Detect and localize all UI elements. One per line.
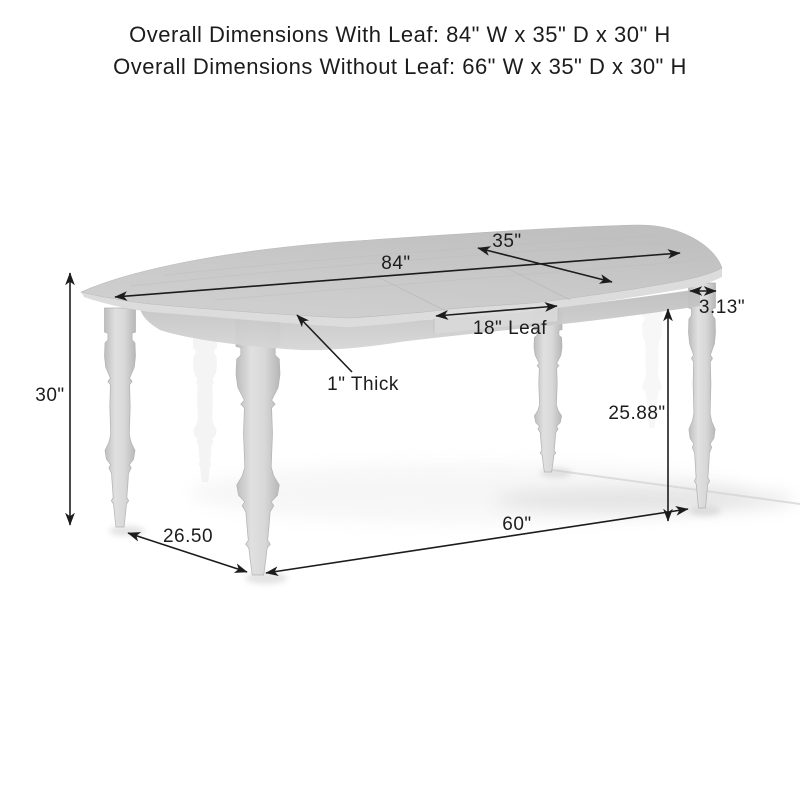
floor-shadow-right <box>495 487 795 513</box>
dim-overall-height-label: 30" <box>35 385 65 406</box>
dim-depth-label: 35" <box>492 231 522 252</box>
leg-shadow <box>245 572 287 584</box>
table-leg-back-left <box>105 308 136 527</box>
dim-overall-height <box>35 273 70 525</box>
title-line-2: Overall Dimensions Without Leaf: 66" W x 35" D x 30" H <box>113 54 687 79</box>
dim-leg-span-length-label: 60" <box>502 514 532 535</box>
leg-shadow <box>109 526 145 536</box>
dim-top-thickness-label: 1" Thick <box>327 374 399 395</box>
title-line-1: Overall Dimensions With Leaf: 84" W x 35" D x 30" H <box>129 22 671 47</box>
table-leg-front-left <box>236 318 280 575</box>
dim-leg-top-width-label: 3.13" <box>698 297 746 318</box>
dim-leg-span-depth-label: 26.50 <box>162 526 214 547</box>
dim-leg-span-depth <box>128 526 247 572</box>
dim-leaf-label: 18" Leaf <box>472 318 548 339</box>
table-leg-far-left <box>193 332 217 482</box>
dim-floor-to-apron-label: 25.88" <box>608 403 666 424</box>
dim-overall-length-label: 84" <box>381 253 411 274</box>
